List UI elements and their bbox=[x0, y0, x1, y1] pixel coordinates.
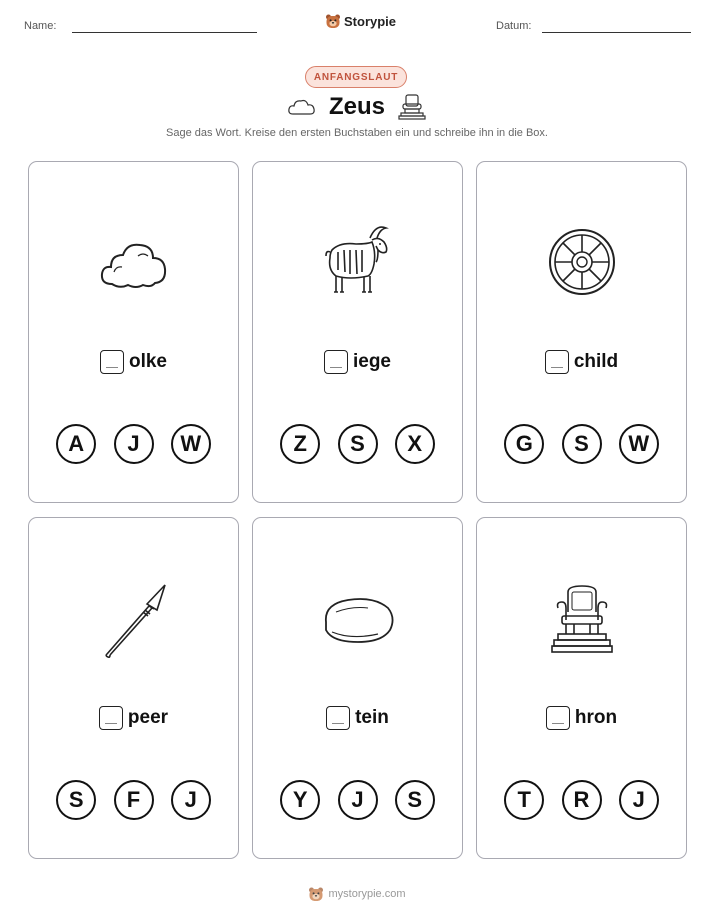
name-field[interactable] bbox=[72, 32, 257, 33]
bear-icon bbox=[308, 886, 324, 902]
word-card bbox=[252, 161, 463, 503]
letter-option[interactable]: J bbox=[171, 780, 211, 820]
letter-option[interactable]: J bbox=[619, 780, 659, 820]
footer bbox=[0, 886, 714, 902]
stone-icon bbox=[318, 590, 398, 650]
answer-box[interactable] bbox=[545, 350, 569, 374]
letter-option[interactable]: S bbox=[56, 780, 96, 820]
letter-option[interactable]: G bbox=[504, 424, 544, 464]
letter-option[interactable]: X bbox=[395, 424, 435, 464]
word-card bbox=[28, 517, 239, 859]
letter-option[interactable]: S bbox=[562, 424, 602, 464]
date-field[interactable] bbox=[542, 32, 691, 33]
letter-option[interactable]: S bbox=[395, 780, 435, 820]
cloud-icon bbox=[287, 97, 317, 117]
letter-option[interactable]: J bbox=[114, 424, 154, 464]
letter-option[interactable]: W bbox=[619, 424, 659, 464]
date-label: Datum: bbox=[496, 20, 532, 32]
throne-icon bbox=[397, 92, 427, 122]
answer-box[interactable] bbox=[99, 706, 123, 730]
throne-icon bbox=[550, 584, 614, 656]
word-rest: child bbox=[573, 351, 619, 372]
name-label: Name: bbox=[24, 20, 57, 32]
answer-box[interactable] bbox=[546, 706, 570, 730]
word-card bbox=[476, 161, 687, 503]
letter-option[interactable]: A bbox=[56, 424, 96, 464]
shield-icon bbox=[547, 227, 617, 297]
letter-option[interactable]: Z bbox=[280, 424, 320, 464]
letter-option[interactable]: R bbox=[562, 780, 602, 820]
brand-logo bbox=[325, 13, 396, 29]
answer-box[interactable] bbox=[326, 706, 350, 730]
letter-option[interactable]: F bbox=[114, 780, 154, 820]
letter-option[interactable]: J bbox=[338, 780, 378, 820]
bear-icon bbox=[325, 13, 341, 29]
page-title: Zeus bbox=[328, 93, 385, 120]
word-rest: hron bbox=[574, 707, 618, 728]
word-card bbox=[252, 517, 463, 859]
cloud-icon bbox=[98, 236, 170, 292]
word-card bbox=[28, 161, 239, 503]
letter-option[interactable]: W bbox=[171, 424, 211, 464]
letter-option[interactable]: S bbox=[338, 424, 378, 464]
goat-icon bbox=[320, 220, 396, 300]
spear-icon bbox=[99, 582, 169, 658]
word-rest: iege bbox=[352, 351, 392, 372]
letter-option[interactable]: Y bbox=[280, 780, 320, 820]
brand-name: Storypie bbox=[344, 13, 397, 29]
word-rest: tein bbox=[355, 707, 389, 728]
answer-box[interactable] bbox=[100, 350, 124, 374]
word-card bbox=[476, 517, 687, 859]
word-rest: olke bbox=[128, 351, 168, 372]
instruction-text: Sage das Wort. Kreise den ersten Buchstaben ein und schreibe ihn in die Box. bbox=[166, 127, 548, 139]
footer-url[interactable]: mystorypie.com bbox=[328, 888, 406, 900]
title-row bbox=[0, 92, 714, 122]
answer-box[interactable] bbox=[324, 350, 348, 374]
word-rest: peer bbox=[127, 707, 169, 728]
topic-badge: ANFANGSLAUT bbox=[305, 66, 407, 88]
letter-option[interactable]: T bbox=[504, 780, 544, 820]
